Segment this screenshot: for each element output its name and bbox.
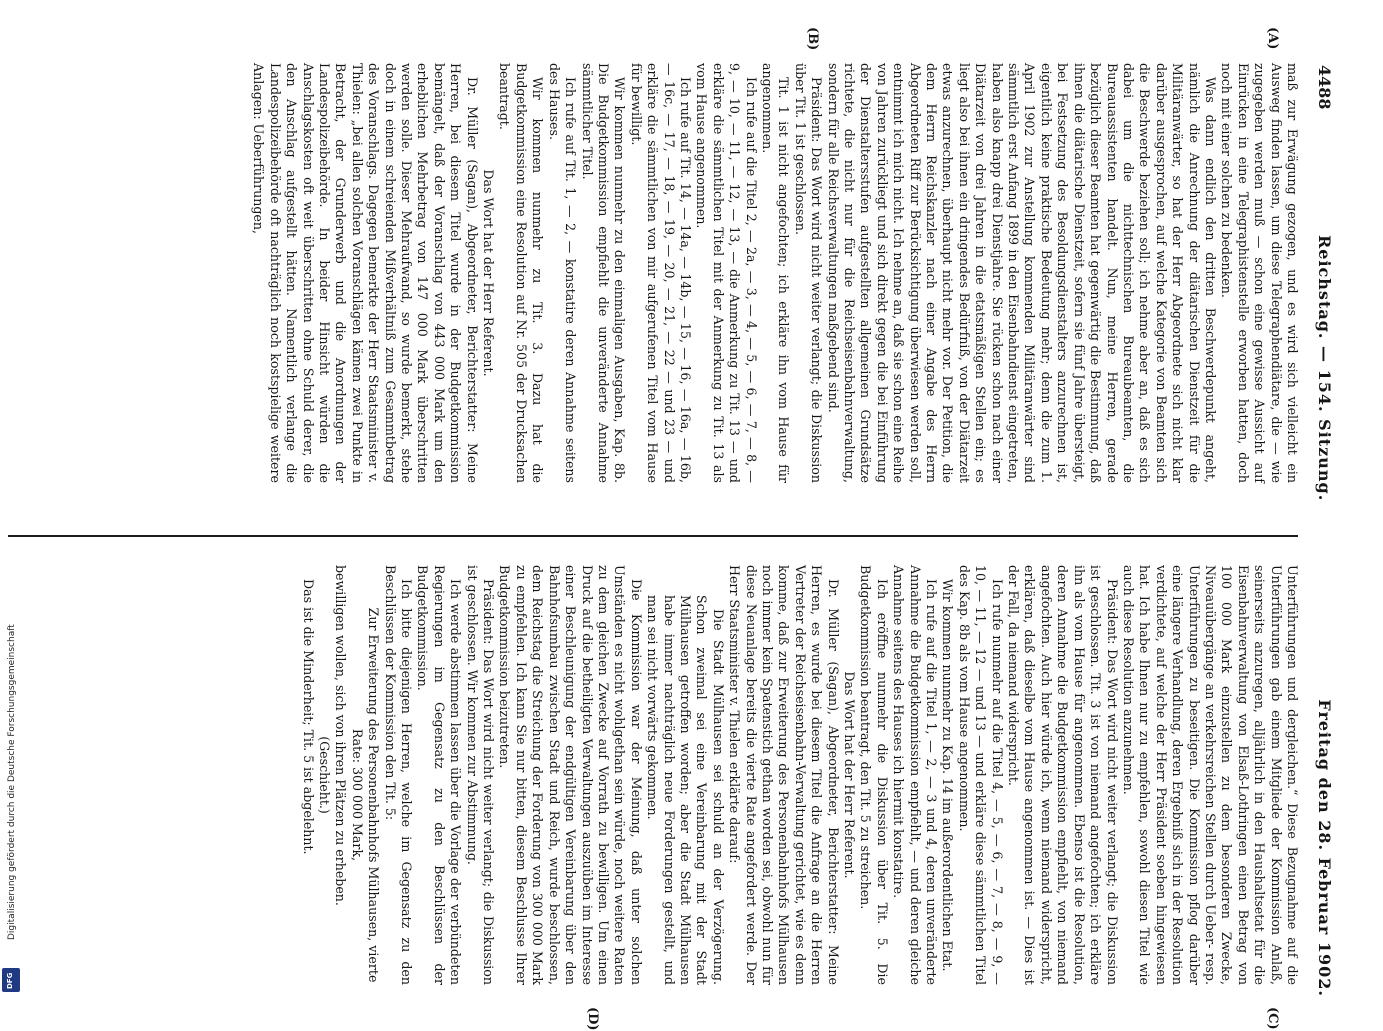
paragraph: maß zur Erwägung gezogen, und es wird sich vielleicht ein Ausweg finden lassen, um diese Telegraphendiätare, die — wie zugegeben werden muß — schon eine gewisse Aussicht auf Einrücken in eine Telegraphistenstelle erworben hatten, doch noch mit einer solchen zu bedenken. (1219, 63, 1300, 483)
paragraph: Ich rufe nunmehr auf die Titel 4, — 5, — 6, — 7, — 8, — 9, — 10, — 11, — 12 — und 13 — und erkläre diese sämmtlichen Titel des Kap. 8b als vom Hause angenommen. (956, 565, 1005, 985)
paragraph: Ich rufe auf Tit. 1, — 2, — konstatire deren Annahme seitens des Hauses. (546, 63, 579, 483)
margin-marker-c: (C) (1265, 1007, 1280, 1030)
paragraph: Ich rufe auf die Titel 1, — 2, — 3 und 4, deren unveränderte Annahme die Budgetkommission empfiehlt, — und deren gleiche Annahme seitens des Hauses ich hiermit konstatire. (891, 565, 940, 985)
paragraph: Das Wort hat der Herr Referent. (842, 671, 858, 879)
credit-text: Digitalisierung gefördert durch die Deutsche Forschungsgemeinschaft (7, 624, 17, 940)
quoted-paragraph: Die Stadt Mülhausen sei schuld an der Verzögerung. Schon zweimal sei eine Vereinbarung mit der Stadt Mülhausen getroffen worden; aber die Stadt Mülhausen habe immer nachträglich neue Forderungen gestellt, und man sei nicht vorwärts gekommen. (645, 595, 726, 985)
dfg-logo (2, 968, 20, 992)
paragraph: Ich rufe auf die Titel 2, — 2a, — 3, — 4, — 5, — 6, — 7, — 8, — 9, — 10, — 11, — 12, — 13, — die Anmerkung zu Tit. 13 — und erkläre die sämmtlichen Titel mit der Anmerkung zu Tit. 13 als vom Hause angenommen. (694, 63, 759, 483)
paragraph: Wir kommen nunmehr zu Tit. 3. Dazu hat die Budgetkommission eine Resolution auf Nr. 505 der Drucksachen beantragt. (497, 63, 546, 483)
paragraph: Ich eröffne nunmehr die Diskussion über Tit. 5. Die Budgetkommission beantragt, den Tit. 5 zu streichen. (858, 565, 890, 985)
paragraph: Das ist die Minderheit; Tit. 5 ist abgelehnt. (300, 579, 316, 855)
session-date: Freitag den 28. Februar 1902. (1315, 699, 1334, 997)
paragraph: Wir kommen nunmehr zu Kap. 14 im außerordentlichen Etat. (940, 579, 956, 972)
paragraph: Dr. Müller (Sagan), Abgeordneter, Berichterstatter: Meine Herren, bei diesem Titel wurde in der Budgetkommission bemängelt, daß der Voranschlag von 443 000 Mark um den erheblichen Mehrbetrag von 147 000 Mark überschritten werden solle. Dieser Mehraufwand, so wurde bemerkt, stehe doch in einem schreienden Mißverhältniß zum Gesammtbetrag des Voranschlags. Dagegen bemerkte der Herr Staatsminister v. Thielen: „bei allen solchen Voranschlägen kämen zwei Punkte in Betracht, der Grunderwerb und die Anordnungen der Landespolizeibehörde. In beider Hinsicht würden die Anschlagskosten oft weit überschritten ohne Schuld derer, die den Anschlag aufgestellt hätten. Namentlich verlange die Landespolizeibehörde oft nachträglich noch kostspielige weitere Anlagen: Ueberführungen, (251, 63, 480, 483)
page-header (1300, 55, 1340, 1005)
paragraph: Zur Erweiterung des Personenbahnhofs Mülhausen, vierte Rate: 300 000 Mark, (349, 607, 382, 983)
margin-marker-a: (A) (1265, 27, 1280, 50)
paragraph: Tit. 1 ist nicht angefochten; ich erkläre ihn vom Hause für angenommen. (760, 63, 792, 483)
paragraph: Wir kommen nunmehr zu den einmaligen Ausgaben, Kap. 8b. Die Budgetkommission empfiehlt die unveränderte Annahme sämmtlicher Titel. (579, 63, 628, 483)
logo-text: DFG (6, 972, 14, 989)
paragraph: Das Wort hat der Herr Referent. (481, 169, 497, 377)
column-divider (8, 535, 1298, 537)
paragraph: Die Kommission war der Meinung, daß unter solchen Umständen es nicht wohlgethan sein würde, noch weitere Raten zu dem gleichen Zwecke auf Vorrath zu bewilligen. Um einen Druck auf die betheiligten Verwaltungen auszuüben im Interesse einer Beschleunigung der endgültigen Vereinbarung über den Bahnhofsumbau zwischen Stadt und Reich, wurde beschlossen, dem Reichstag die Streichung der Forderung von 300 000 Mark zu empfehlen. Ich kann Sie nur bitten, diesem Beschlusse Ihrer Budgetkommission beizutreten. (497, 565, 644, 985)
paragraph: Unterführungen und dergleichen.“ Diese Bezugnahme auf die Unterführungen gab einem Mitgliede der Kommission Anlaß, seinerseits anzuregen, alljährlich in den Haushaltsetat für die Eisenbahnverwaltung von Elsaß-Lothringen einen Betrag von 100 000 Mark einzustellen zu dem besonderen Zwecke, Niveauübergänge an verkehrsreichen Stellen durch Ueber- resp. Unterführungen zu beseitigen. Die Kommission pflog darüber eine längere Verhandlung, deren Ergebniß sich in der Resolution verdichtete, auf welche der Herr Präsident soeben hingewiesen hat. Ich habe Ihnen nur zu empfehlen, sowohl diesen Titel wie auch diese Resolution anzunehmen. (1120, 565, 1300, 985)
left-column (250, 63, 1300, 483)
paragraph: Dr. Müller (Sagan), Abgeordneter, Berichterstatter: Meine Herren, es wurde bei diesem Titel die Anfrage an die Herren Vertreter der Reichseisenbahn-Verwaltung gerichtet, wie es denn komme, daß zur Erweiterung des Personenbahnhofs Mülhausen noch immer kein Spatenstich gethan worden sei, obwohl nun für diese Neuanlage bereits die vierte Rate angefordert werde. Der Herr Staatsminister v. Thielen erklärte darauf: (727, 565, 841, 985)
paragraph: bewilligen wollen, sich von ihren Plätzen zu erheben. (333, 565, 349, 906)
paragraph: (Geschieht.) (317, 736, 333, 814)
paragraph: Präsident: Das Wort wird nicht weiter verlangt; die Diskussion über Tit. 1 ist geschlossen. (792, 63, 825, 483)
paragraph: Präsident: Das Wort wird nicht weiter verlangt; die Diskussion ist geschlossen. Wir kommen zur Abstimmung. (464, 565, 497, 985)
paragraph: Ich werde abstimmen lassen über die Vorlage der verbündeten Regierungen im Gegensatz zu den Beschlüssen der Budgetkommission. (415, 565, 464, 985)
page-title: Reichstag. — 154. Sitzung. (1315, 235, 1334, 502)
rotated-page (10, 27, 1340, 1031)
digitization-credit (6, 600, 22, 960)
paragraph: Ich rufe auf Tit. 14, — 14a, — 14b, — 15, — 16, — 16a, — 16b, — 16c, — 17, — 18, — 19, — 20, — 21, — 22 — und 23 — und erkläre die sämmtlichen von mir aufgerufenen Titel vom Hause für bewilligt. (628, 63, 693, 483)
margin-marker-d: (D) (585, 1007, 600, 1031)
paragraph: Was dann endlich den dritten Beschwerdepunkt angeht, nämlich die Anrechnung der diätarischen Dienstzeit für die Militäranwärter, so hat der Herr Abgeordnete sich nicht klar darüber ausgesprochen, auf welche Kategorie von Beamten sich die Beschwerde beziehen soll; ich nehme aber an, daß es sich dabei um die nichttechnischen Bureaubeamten, die Bureauassistenten handelt. Nun, meine Herren, gerade bezüglich dieser Beamten hat gegenwärtig die Bestimmung, daß ihnen die diätarische Dienstzeit, sofern sie fünf Jahre übersteigt, bei Festsetzung des Besoldungsdienstalters anzurechnen ist, eigentlich keine praktische Bedeutung mehr; denn die zum 1. April 1902 zur Anstellung kommenden Militäranwärter sind sämmtlich erst Anfang 1899 in den Eisenbahndienst eingetreten, haben also knapp drei Dienstjahre. Sie rücken schon nach einer Diätarzeit von drei Jahren in die etatsmäßigen Stellen ein; es liegt also bei ihnen ein dringendes Bedürfniß, von der Diätarzeit etwas anzurechnen, überhaupt nicht mehr vor. Der Petition, die dem Herrn Reichskanzler nach einer Angabe des Herrn Abgeordneten Riff zur Berücksichtigung überwiesen werden soll, entnimmt ich mich nicht. Ich nehme an, daß sie schon eine Reihe von Jahren zurückliegt und sich direkt gegen die bei Einführung der Dienstaltersstufen aufgestellten allgemeinen Grundsätze richtete, die nicht nur für die Reichseisenbahnverwaltung, sondern für alle Reichsverwaltungen maßgebend sind. (825, 63, 1218, 483)
margin-marker-b: (B) (805, 27, 820, 51)
paragraph: Ich bitte diejenigen Herren, welche im Gegensatz zu den Beschlüssen der Kommission den Tit. 5: (382, 565, 415, 985)
paragraph: Präsident: Das Wort wird nicht weiter verlangt; die Diskussion ist geschlossen. Tit. 3 ist von niemand angefochten; ich erkläre ihn als vom Hause für angenommen. Ebenso ist die Resolution, deren Annahme die Budgetkommission empfiehlt, von niemand angefochten. Auch hier würde ich, wenn niemand widerspricht, erklären, daß dieselbe vom Hause angenommen ist. — Dies ist der Fall, da niemand widerspricht. (1006, 565, 1120, 985)
right-column (299, 565, 1300, 985)
page-number: 4488 (1315, 65, 1334, 110)
